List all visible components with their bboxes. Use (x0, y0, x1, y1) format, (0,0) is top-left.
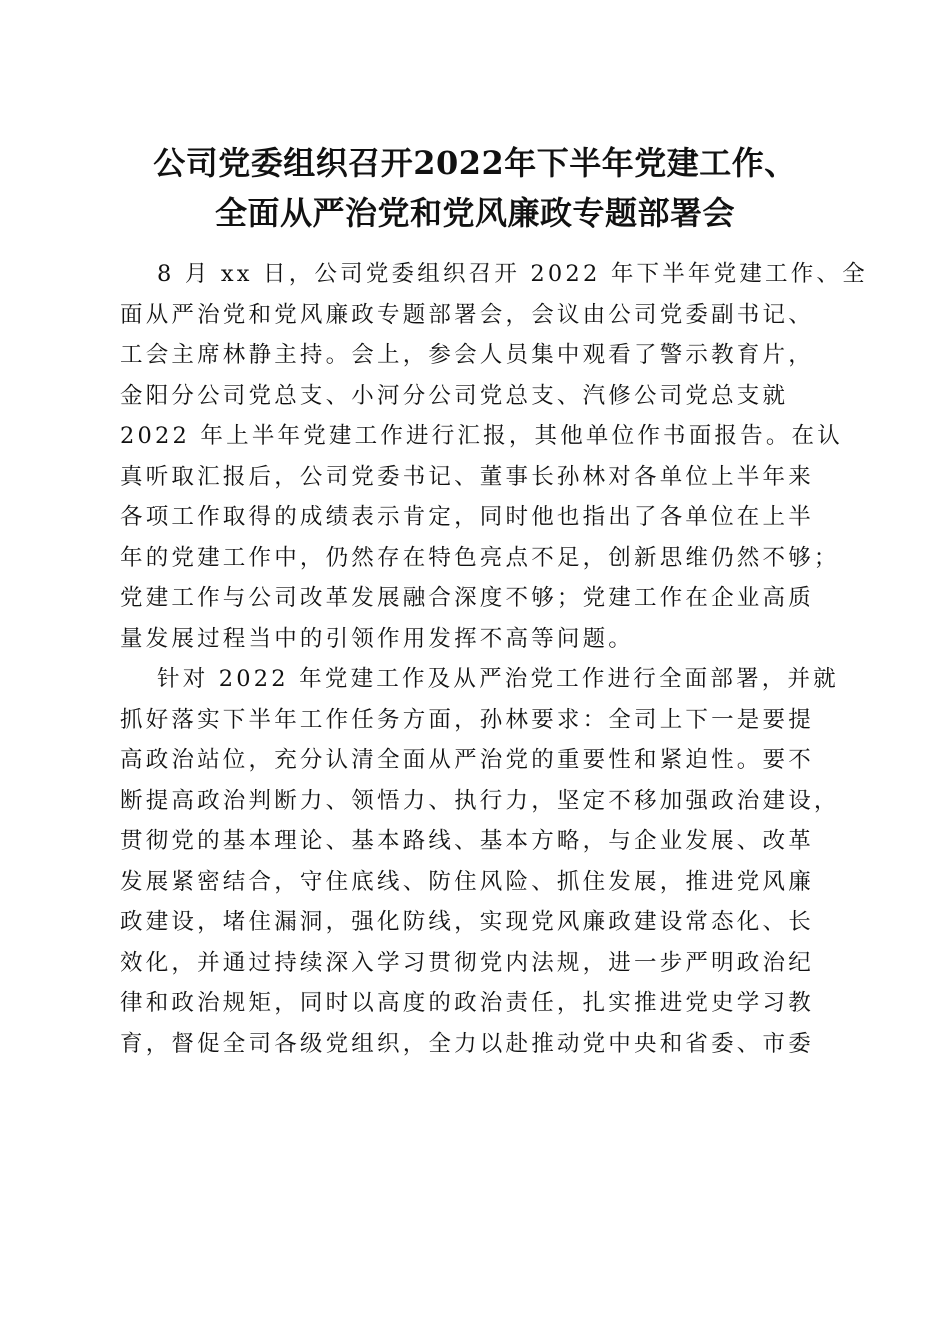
paragraph-line: 面从严治党和党风廉政专题部署会，会议由公司党委副书记、 (120, 301, 814, 328)
paragraph-line: 抓好落实下半年工作任务方面，孙林要求：全司上下一是要提 (120, 706, 814, 733)
paragraph-line: 量发展过程当中的引领作用发挥不高等问题。 (120, 625, 635, 652)
paragraph-line: 发展紧密结合，守住底线、防住风险、抓住发展，推进党风廉 (120, 868, 814, 895)
paragraph-line: 效化，并通过持续深入学习贯彻党内法规，进一步严明政治纪 (120, 949, 814, 976)
paragraph-line: 金阳分公司党总支、小河分公司党总支、汽修公司党总支就 (120, 382, 789, 409)
paragraph-line: 8 月 xx 日，公司党委组织召开 2022 年下半年党建工作、全 (157, 261, 868, 287)
title-line-2: 全面从严治党和党风廉政专题部署会 (214, 194, 735, 232)
paragraph-line: 育，督促全司各级党组织，全力以赴推动党中央和省委、市委 (120, 1030, 814, 1057)
paragraph-line: 真听取汇报后，公司党委书记、董事长孙林对各单位上半年来 (120, 463, 814, 490)
paragraph-1 (120, 254, 868, 659)
paragraph-line: 贯彻党的基本理论、基本路线、基本方略，与企业发展、改革 (120, 828, 814, 854)
paragraph-line: 针对 2022 年党建工作及从严治党工作进行全面部署，并就 (157, 666, 839, 692)
document-body (120, 254, 868, 1064)
paragraph-line: 律和政治规矩，同时以高度的政治责任，扎实推进党史学习教 (120, 990, 814, 1016)
paragraph-line: 各项工作取得的成绩表示肯定，同时他也指出了各单位在上半 (120, 504, 814, 530)
paragraph-line: 2022 年上半年党建工作进行汇报，其他单位作书面报告。在认 (120, 423, 843, 449)
paragraph-line: 高政治站位，充分认清全面从严治党的重要性和紧迫性。要不 (120, 747, 814, 773)
paragraph-2 (120, 659, 840, 1064)
paragraph-line: 政建设，堵住漏洞，强化防线，实现党风廉政建设常态化、长 (120, 909, 814, 935)
paragraph-line: 断提高政治判断力、领悟力、执行力，坚定不移加强政治建设， (120, 787, 840, 814)
paragraph-line: 党建工作与公司改革发展融合深度不够；党建工作在企业高质 (120, 585, 814, 611)
document-title (80, 138, 870, 238)
title-line-1: 公司党委组织召开2022年下半年党建工作、 (153, 144, 797, 182)
paragraph-line: 年的党建工作中，仍然存在特色亮点不足，创新思维仍然不够； (120, 544, 840, 571)
paragraph-line: 工会主席林静主持。会上，参会人员集中观看了警示教育片， (120, 342, 814, 368)
